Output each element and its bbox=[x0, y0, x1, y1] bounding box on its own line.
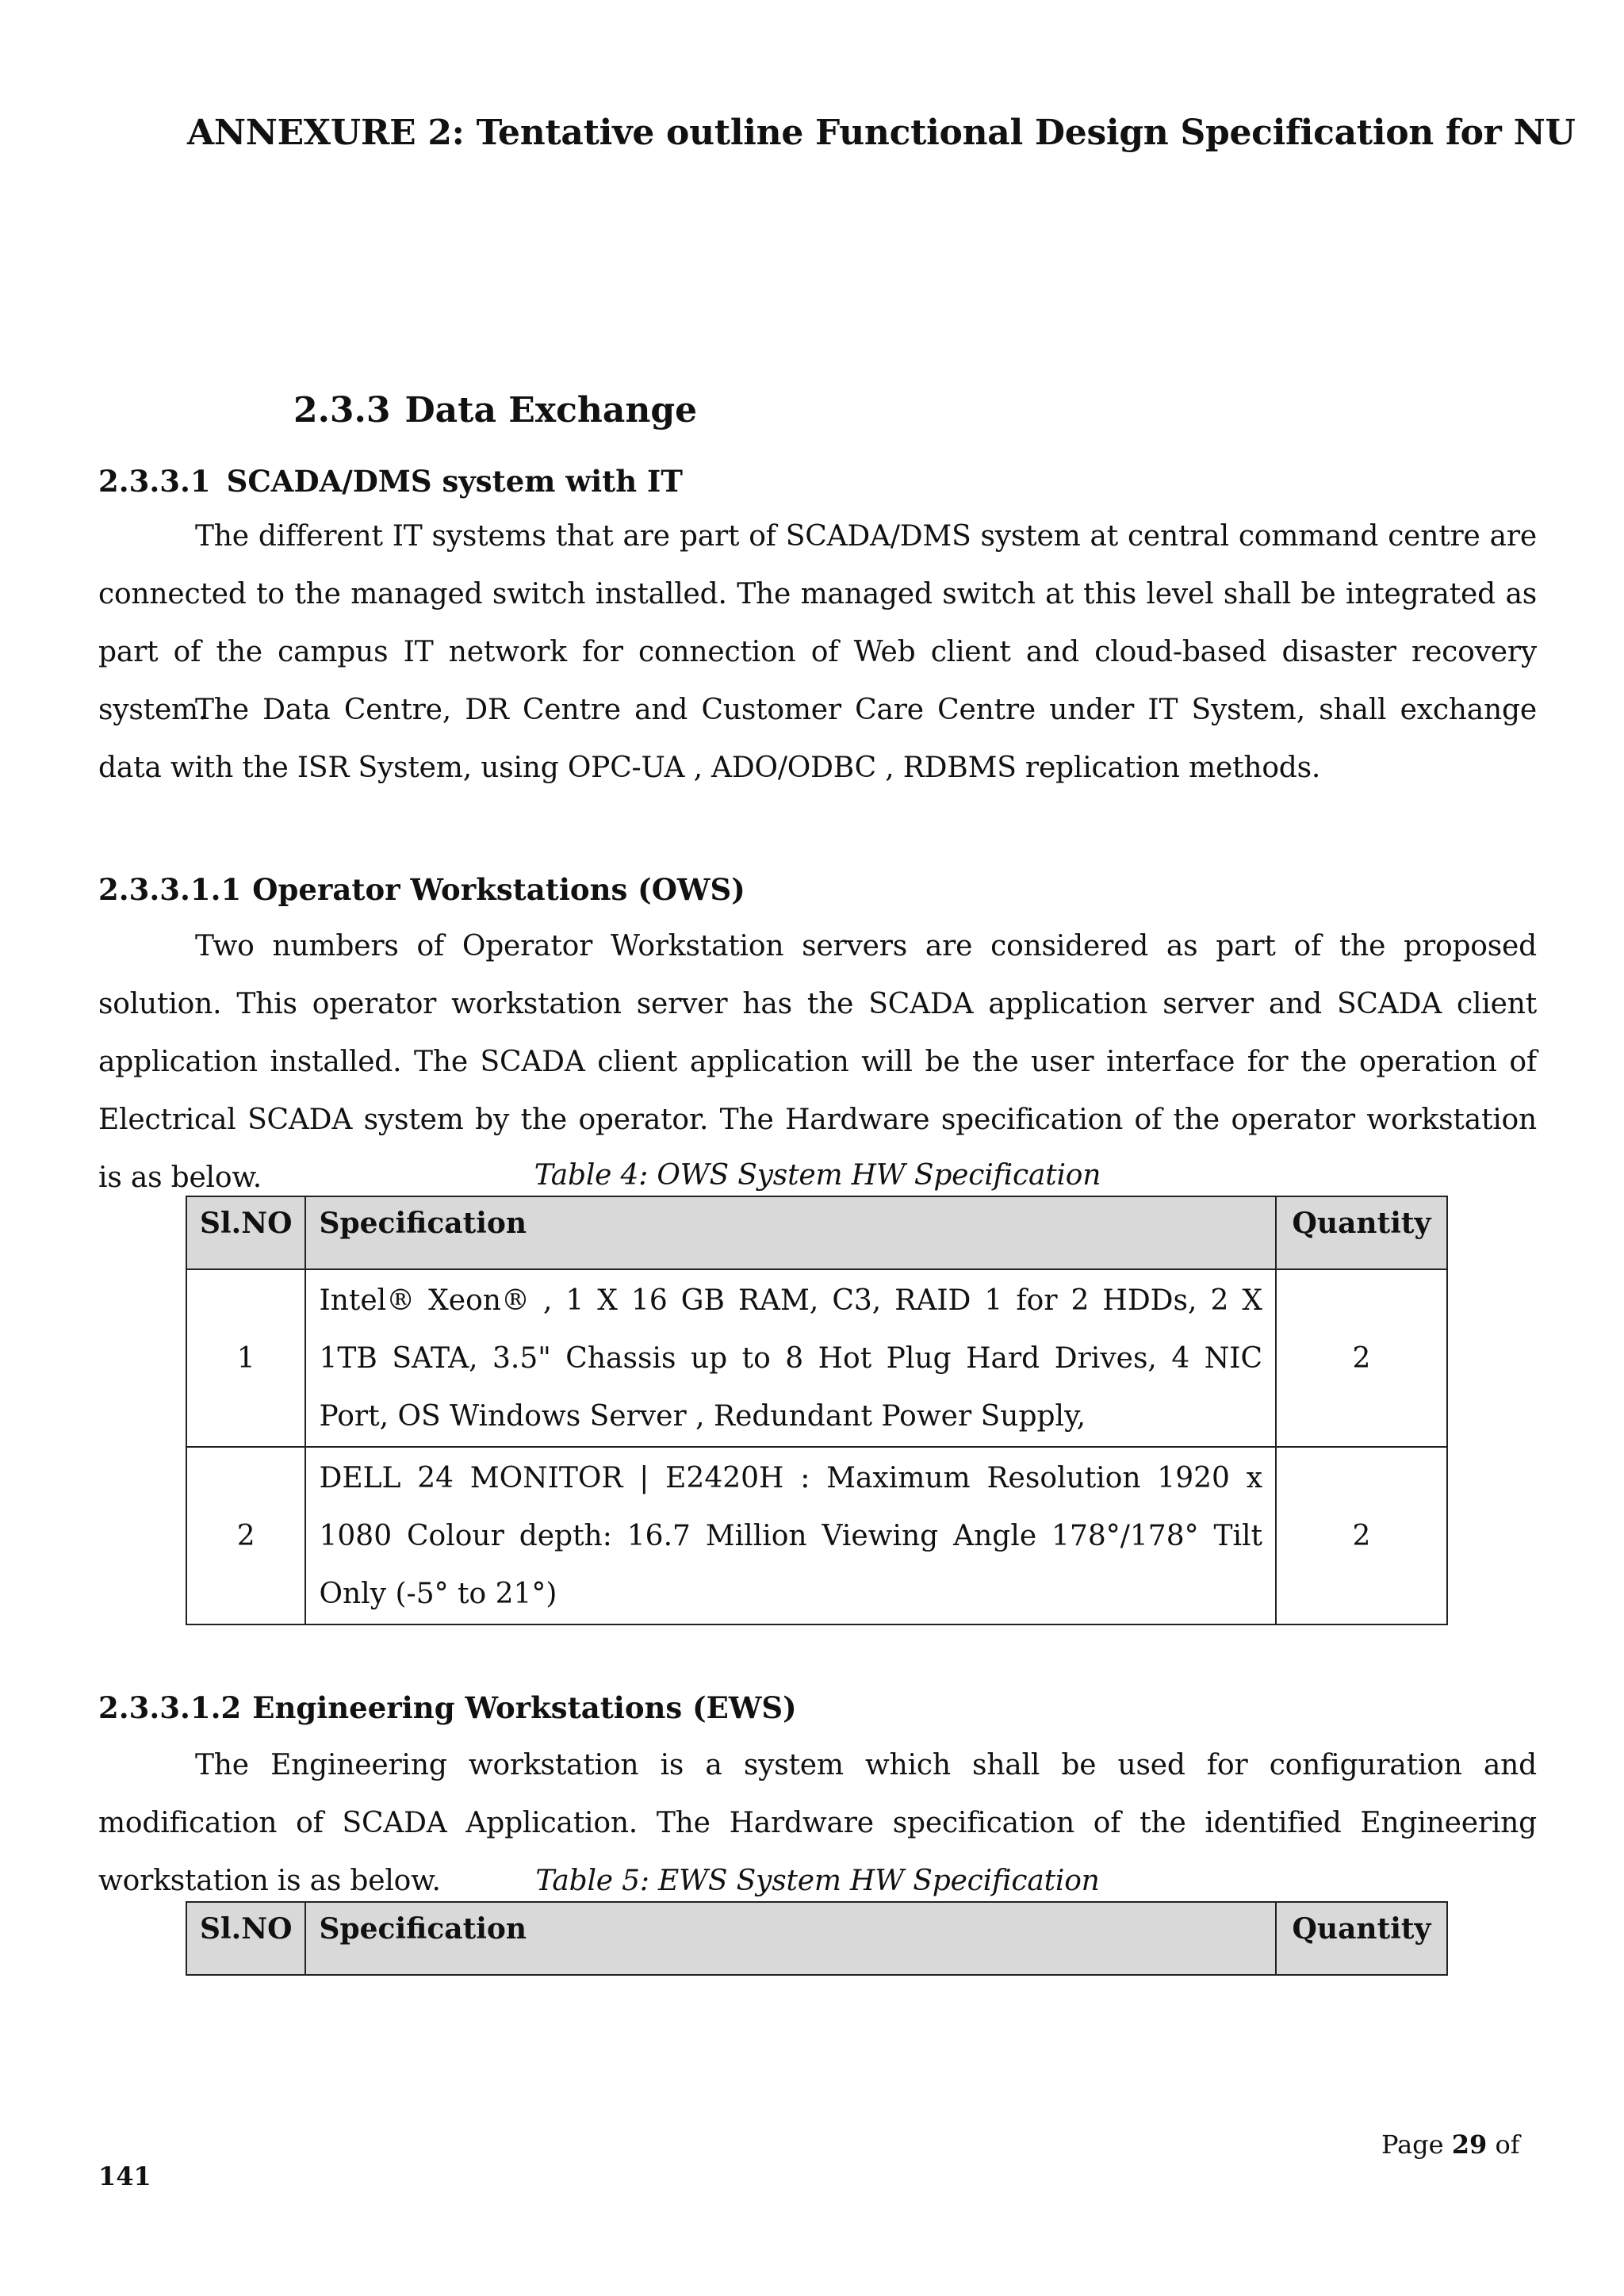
ews-spec-table bbox=[186, 1901, 1448, 1976]
table-header-row bbox=[186, 1902, 1447, 1975]
section-number: 2.3.3 bbox=[293, 390, 391, 430]
row-sl-no: 2 bbox=[186, 1447, 305, 1624]
table-header-row bbox=[186, 1196, 1447, 1269]
table-row bbox=[186, 1447, 1447, 1624]
page-prefix: Page bbox=[1381, 2130, 1452, 2160]
header-specification: Specification bbox=[305, 1196, 1276, 1269]
ews-paragraph: The Engineering workstation is a system which shall be used for configuration and modification of SCADA Application. The Hardware specification of the identified Engineering workstation is as below. bbox=[98, 1749, 1537, 1897]
header-specification: Specification bbox=[305, 1902, 1276, 1975]
ows-paragraph: Two numbers of Operator Workstation servers are considered as part of the proposed solution. This operator workstation server has the SCADA application server and SCADA client application installed. The SCADA client application will be the user interface for the operation of Electrical SCADA system by the operator. The Hardware specification of the operator workstation is as below. bbox=[98, 930, 1537, 1194]
row-specification: Intel® Xeon® , 1 X 16 GB RAM, C3, RAID 1 for 2 HDDs, 2 X 1TB SATA, 3.5" Chassis up to 8 Hot Plug Hard Drives, 4 NIC Port, OS Windows Server , Redundant Power Supply, bbox=[305, 1269, 1276, 1447]
header-quantity: Quantity bbox=[1276, 1902, 1447, 1975]
row-specification: DELL 24 MONITOR | E2420H : Maximum Resolution 1920 x 1080 Colour depth: 16.7 Million Viewing Angle 178°/178° Tilt Only (-5° to 21°) bbox=[305, 1447, 1276, 1624]
annexure-title: ANNEXURE 2: Tentative outline Functional Design Specification for NU bbox=[187, 113, 1576, 153]
row-quantity: 2 bbox=[1276, 1269, 1447, 1447]
ews-number: 2.3.3.1.2 bbox=[98, 1690, 242, 1725]
subsection-number: 2.3.3.1 bbox=[98, 464, 211, 499]
section-heading bbox=[293, 390, 697, 430]
ows-table-caption: Table 4: OWS System HW Specification bbox=[534, 1159, 1101, 1192]
subsection-heading bbox=[98, 464, 683, 499]
header-quantity: Quantity bbox=[1276, 1196, 1447, 1269]
ows-title: Operator Workstations (OWS) bbox=[252, 872, 745, 907]
ows-spec-table bbox=[186, 1196, 1448, 1625]
page-of: of bbox=[1487, 2130, 1520, 2160]
ows-number: 2.3.3.1.1 bbox=[98, 872, 242, 907]
section-title: Data Exchange bbox=[404, 390, 698, 430]
ows-heading bbox=[98, 872, 745, 907]
row-quantity: 2 bbox=[1276, 1447, 1447, 1624]
intro-paragraph-1: The different IT systems that are part of SCADA/DMS system at central command centre are connected to the managed switch installed. The managed switch at this level shall be integrated as part of the campus IT network for connection of Web client and cloud-based disaster recovery system. bbox=[98, 520, 1537, 726]
page-number: 29 bbox=[1451, 2130, 1488, 2160]
subsection-title: SCADA/DMS system with IT bbox=[226, 464, 683, 499]
intro-paragraph-2: The Data Centre, DR Centre and Customer Care Centre under IT System, shall exchange data with the ISR System, using OPC-UA , ADO/ODBC , RDBMS replication methods. bbox=[98, 694, 1537, 784]
header-sl-no: Sl.NO bbox=[186, 1902, 305, 1975]
row-sl-no: 1 bbox=[186, 1269, 305, 1447]
header-sl-no: Sl.NO bbox=[186, 1196, 305, 1269]
table-row bbox=[186, 1269, 1447, 1447]
ews-title: Engineering Workstations (EWS) bbox=[252, 1690, 797, 1725]
page-number-label bbox=[1381, 2130, 1520, 2160]
total-pages: 141 bbox=[98, 2161, 151, 2191]
ews-table-caption: Table 5: EWS System HW Specification bbox=[535, 1865, 1100, 1897]
ews-heading bbox=[98, 1690, 797, 1725]
